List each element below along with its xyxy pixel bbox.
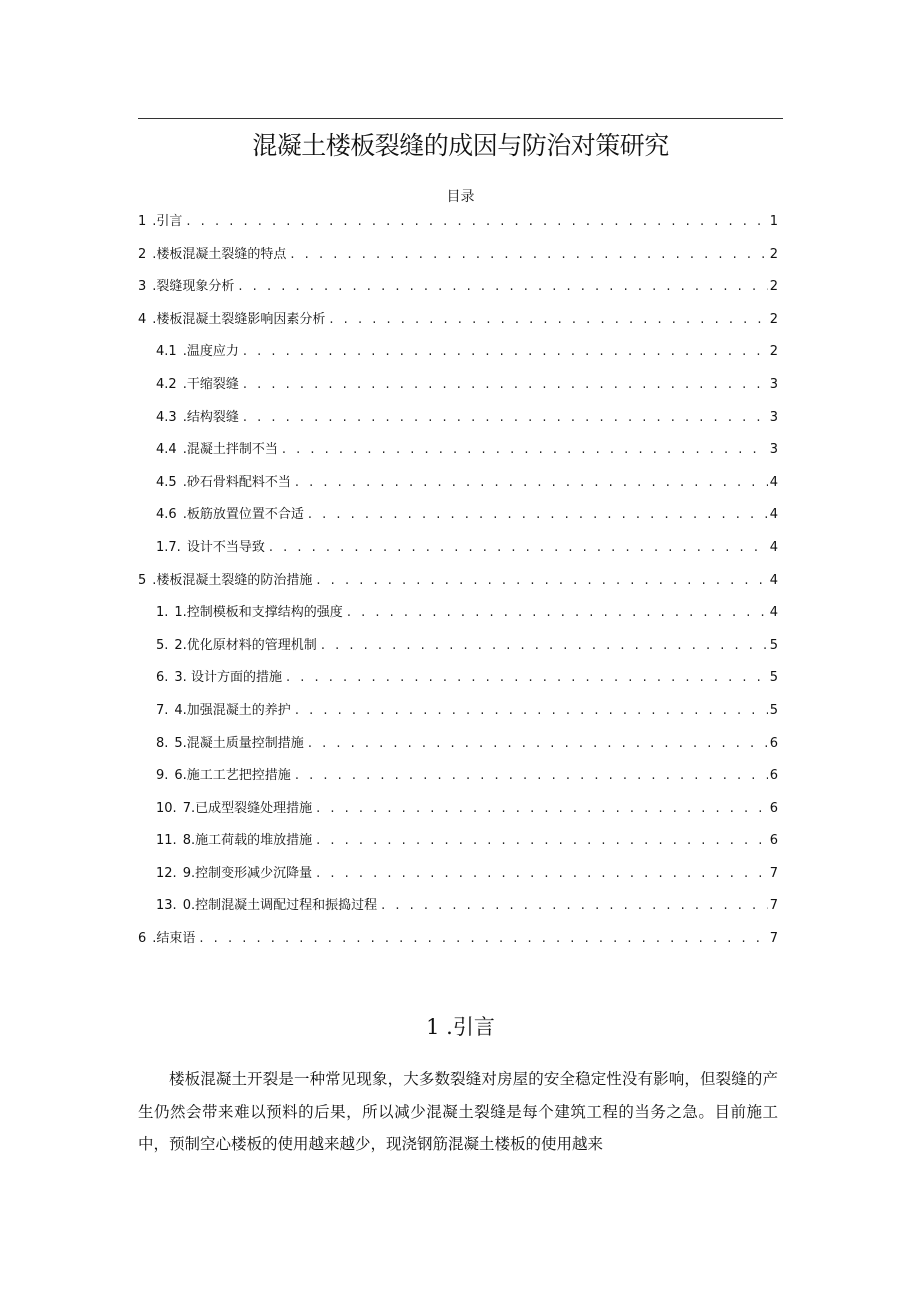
toc-entry-number: 2	[138, 246, 147, 262]
toc-dot-leader	[343, 597, 768, 630]
toc-dot-leader	[234, 271, 768, 304]
toc-entry-page: 6	[769, 800, 778, 816]
toc-dot-leader	[291, 467, 768, 500]
toc-entry[interactable]	[138, 597, 778, 630]
toc-entry-page: 2	[769, 246, 778, 262]
toc-entry[interactable]	[138, 760, 778, 793]
toc-dot-leader	[239, 402, 768, 435]
toc-entry[interactable]	[138, 271, 778, 304]
toc-entry[interactable]	[138, 695, 778, 728]
toc-entry-title: .楼板混凝土裂缝的特点	[152, 246, 287, 262]
toc-entry-title: .砂石骨料配料不当	[182, 474, 291, 490]
toc-entry-title: .混凝土拌制不当	[182, 442, 278, 458]
toc-dot-leader	[182, 206, 768, 239]
toc-entry-number: 13.	[156, 898, 177, 914]
toc-entry-title: 7.已成型裂缝处理措施	[182, 800, 313, 816]
toc-entry[interactable]	[138, 858, 778, 891]
toc-entry[interactable]	[138, 499, 778, 532]
toc-entry[interactable]	[138, 369, 778, 402]
toc-entry[interactable]	[138, 890, 778, 923]
toc-entry-page: 5	[769, 702, 778, 718]
toc-entry-title: 4.加强混凝土的养护	[174, 702, 291, 718]
toc-entry-number: 4.5	[156, 474, 177, 490]
toc-dot-leader	[312, 565, 768, 598]
toc-entry[interactable]	[138, 304, 778, 337]
toc-entry-title: .温度应力	[182, 344, 239, 360]
toc-dot-leader	[325, 304, 768, 337]
header-rule	[138, 118, 783, 119]
toc-entry-page: 4	[769, 507, 778, 523]
toc-dot-leader	[312, 825, 768, 858]
toc-dot-leader	[304, 728, 768, 761]
toc-dot-leader	[317, 630, 768, 663]
toc-entry[interactable]	[138, 923, 778, 956]
toc-dot-leader	[377, 890, 768, 923]
toc-entry-number: 3	[138, 279, 147, 295]
toc-dot-leader	[286, 239, 768, 272]
toc-entry-title: 9.控制变形减少沉降量	[182, 865, 313, 881]
toc-entry[interactable]	[138, 206, 778, 239]
toc-entry-number: 12.	[156, 865, 177, 881]
toc-entry-title: 6.施工工艺把控措施	[174, 768, 291, 784]
toc-entry[interactable]	[138, 239, 778, 272]
toc-entry-page: 2	[769, 279, 778, 295]
toc-entry-number: 5.	[156, 637, 169, 653]
toc-entry[interactable]	[138, 565, 778, 598]
toc-entry[interactable]	[138, 662, 778, 695]
toc-entry-number: 1	[138, 214, 147, 229]
toc-entry-page: 6	[769, 768, 778, 784]
toc-entry-page: 2	[769, 311, 778, 327]
toc-entry[interactable]	[138, 467, 778, 500]
toc-entry-page: 7	[769, 898, 778, 914]
toc-entry-title: 1.控制模板和支撑结构的强度	[174, 605, 343, 621]
toc-entry-title: .结构裂缝	[182, 409, 239, 425]
toc-dot-leader	[312, 793, 768, 826]
toc-entry-title: 0.控制混凝土调配过程和振捣过程	[182, 898, 378, 914]
toc-entry-page: 5	[769, 637, 778, 653]
toc-entry-page: 6	[769, 735, 778, 751]
toc-dot-leader	[195, 923, 768, 956]
toc-entry-title: .干缩裂缝	[182, 376, 239, 392]
toc-entry-number: 4.1	[156, 344, 177, 360]
toc-entry-number: 4.4	[156, 442, 177, 458]
toc-entry-page: 2	[769, 344, 778, 360]
toc-entry-page: 4	[769, 605, 778, 621]
toc-dot-leader	[312, 858, 768, 891]
toc-entry-title: .楼板混凝土裂缝的防治措施	[152, 572, 313, 588]
toc-entry-number: 4	[138, 311, 147, 327]
toc-entry-title: .楼板混凝土裂缝影响因素分析	[152, 311, 326, 327]
toc-entry-number: 5	[138, 572, 147, 588]
toc-entry-page: 7	[769, 865, 778, 881]
toc-entry[interactable]	[138, 728, 778, 761]
toc-entry-page: 6	[769, 833, 778, 849]
toc-entry-page: 3	[769, 376, 778, 392]
toc-entry-number: 6.	[156, 670, 169, 686]
toc-entry[interactable]	[138, 793, 778, 826]
toc-entry-number: 4.2	[156, 376, 177, 392]
toc-entry-page: 4	[769, 572, 778, 588]
toc-entry-number: 7.	[156, 702, 169, 718]
toc-entry-title: .引言	[152, 214, 183, 229]
toc-entry-page: 7	[769, 931, 778, 947]
toc-entry-title: 2.优化原材料的管理机制	[174, 637, 317, 653]
toc-entry-title: 5.混凝土质量控制措施	[174, 735, 304, 751]
toc-entry-page: 5	[769, 670, 778, 686]
toc-entry-title: .裂缝现象分析	[152, 279, 235, 295]
toc-entry[interactable]	[138, 532, 778, 565]
toc-entry-number: 1.	[156, 605, 169, 621]
toc-dot-leader	[265, 532, 768, 565]
table-of-contents	[138, 206, 778, 956]
toc-dot-leader	[304, 499, 768, 532]
toc-entry[interactable]	[138, 825, 778, 858]
section-heading-introduction: 1 .引言	[426, 1015, 495, 1039]
toc-entry-number: 10.	[156, 800, 177, 816]
toc-entry[interactable]	[138, 402, 778, 435]
toc-entry[interactable]	[138, 630, 778, 663]
toc-entry-title: 3. 设计方面的措施	[174, 670, 282, 686]
toc-dot-leader	[239, 336, 768, 369]
toc-entry-page: 3	[769, 409, 778, 425]
toc-entry-number: 8.	[156, 735, 169, 751]
toc-dot-leader	[291, 760, 768, 793]
toc-entry-title: 设计不当导致	[186, 539, 265, 555]
toc-entry-number: 9.	[156, 768, 169, 784]
toc-entry-title: 8.施工荷载的堆放措施	[182, 833, 313, 849]
toc-entry-number: 1.7.	[156, 539, 181, 555]
toc-entry-title: .结束语	[152, 931, 196, 947]
toc-dot-leader	[282, 662, 768, 695]
toc-entry-number: 4.3	[156, 409, 177, 425]
toc-heading: 目录	[446, 189, 475, 205]
toc-entry-page: 4	[769, 539, 778, 555]
toc-dot-leader	[239, 369, 768, 402]
toc-entry[interactable]	[138, 336, 778, 369]
toc-dot-leader	[278, 434, 768, 467]
toc-entry-page: 3	[769, 442, 778, 458]
document-title: 混凝土楼板裂缝的成因与防治对策研究	[252, 131, 669, 160]
toc-entry-number: 6	[138, 931, 147, 947]
toc-entry-page: 1	[769, 214, 778, 229]
toc-entry[interactable]	[138, 434, 778, 467]
toc-dot-leader	[291, 695, 768, 728]
toc-entry-title: .板筋放置位置不合适	[182, 507, 304, 523]
toc-entry-number: 4.6	[156, 507, 177, 523]
toc-entry-number: 11.	[156, 833, 177, 849]
toc-entry-page: 4	[769, 474, 778, 490]
introduction-paragraph: 楼板混凝土开裂是一种常见现象，大多数裂缝对房屋的安全稳定性没有影响，但裂缝的产生仍然会带来难以预料的后果，所以减少混凝土裂缝是每个建筑工程的当务之急。目前施工中，预制空心楼板的使用越来越少，现浇钢筋混凝土楼板的使用越来	[138, 1070, 778, 1153]
